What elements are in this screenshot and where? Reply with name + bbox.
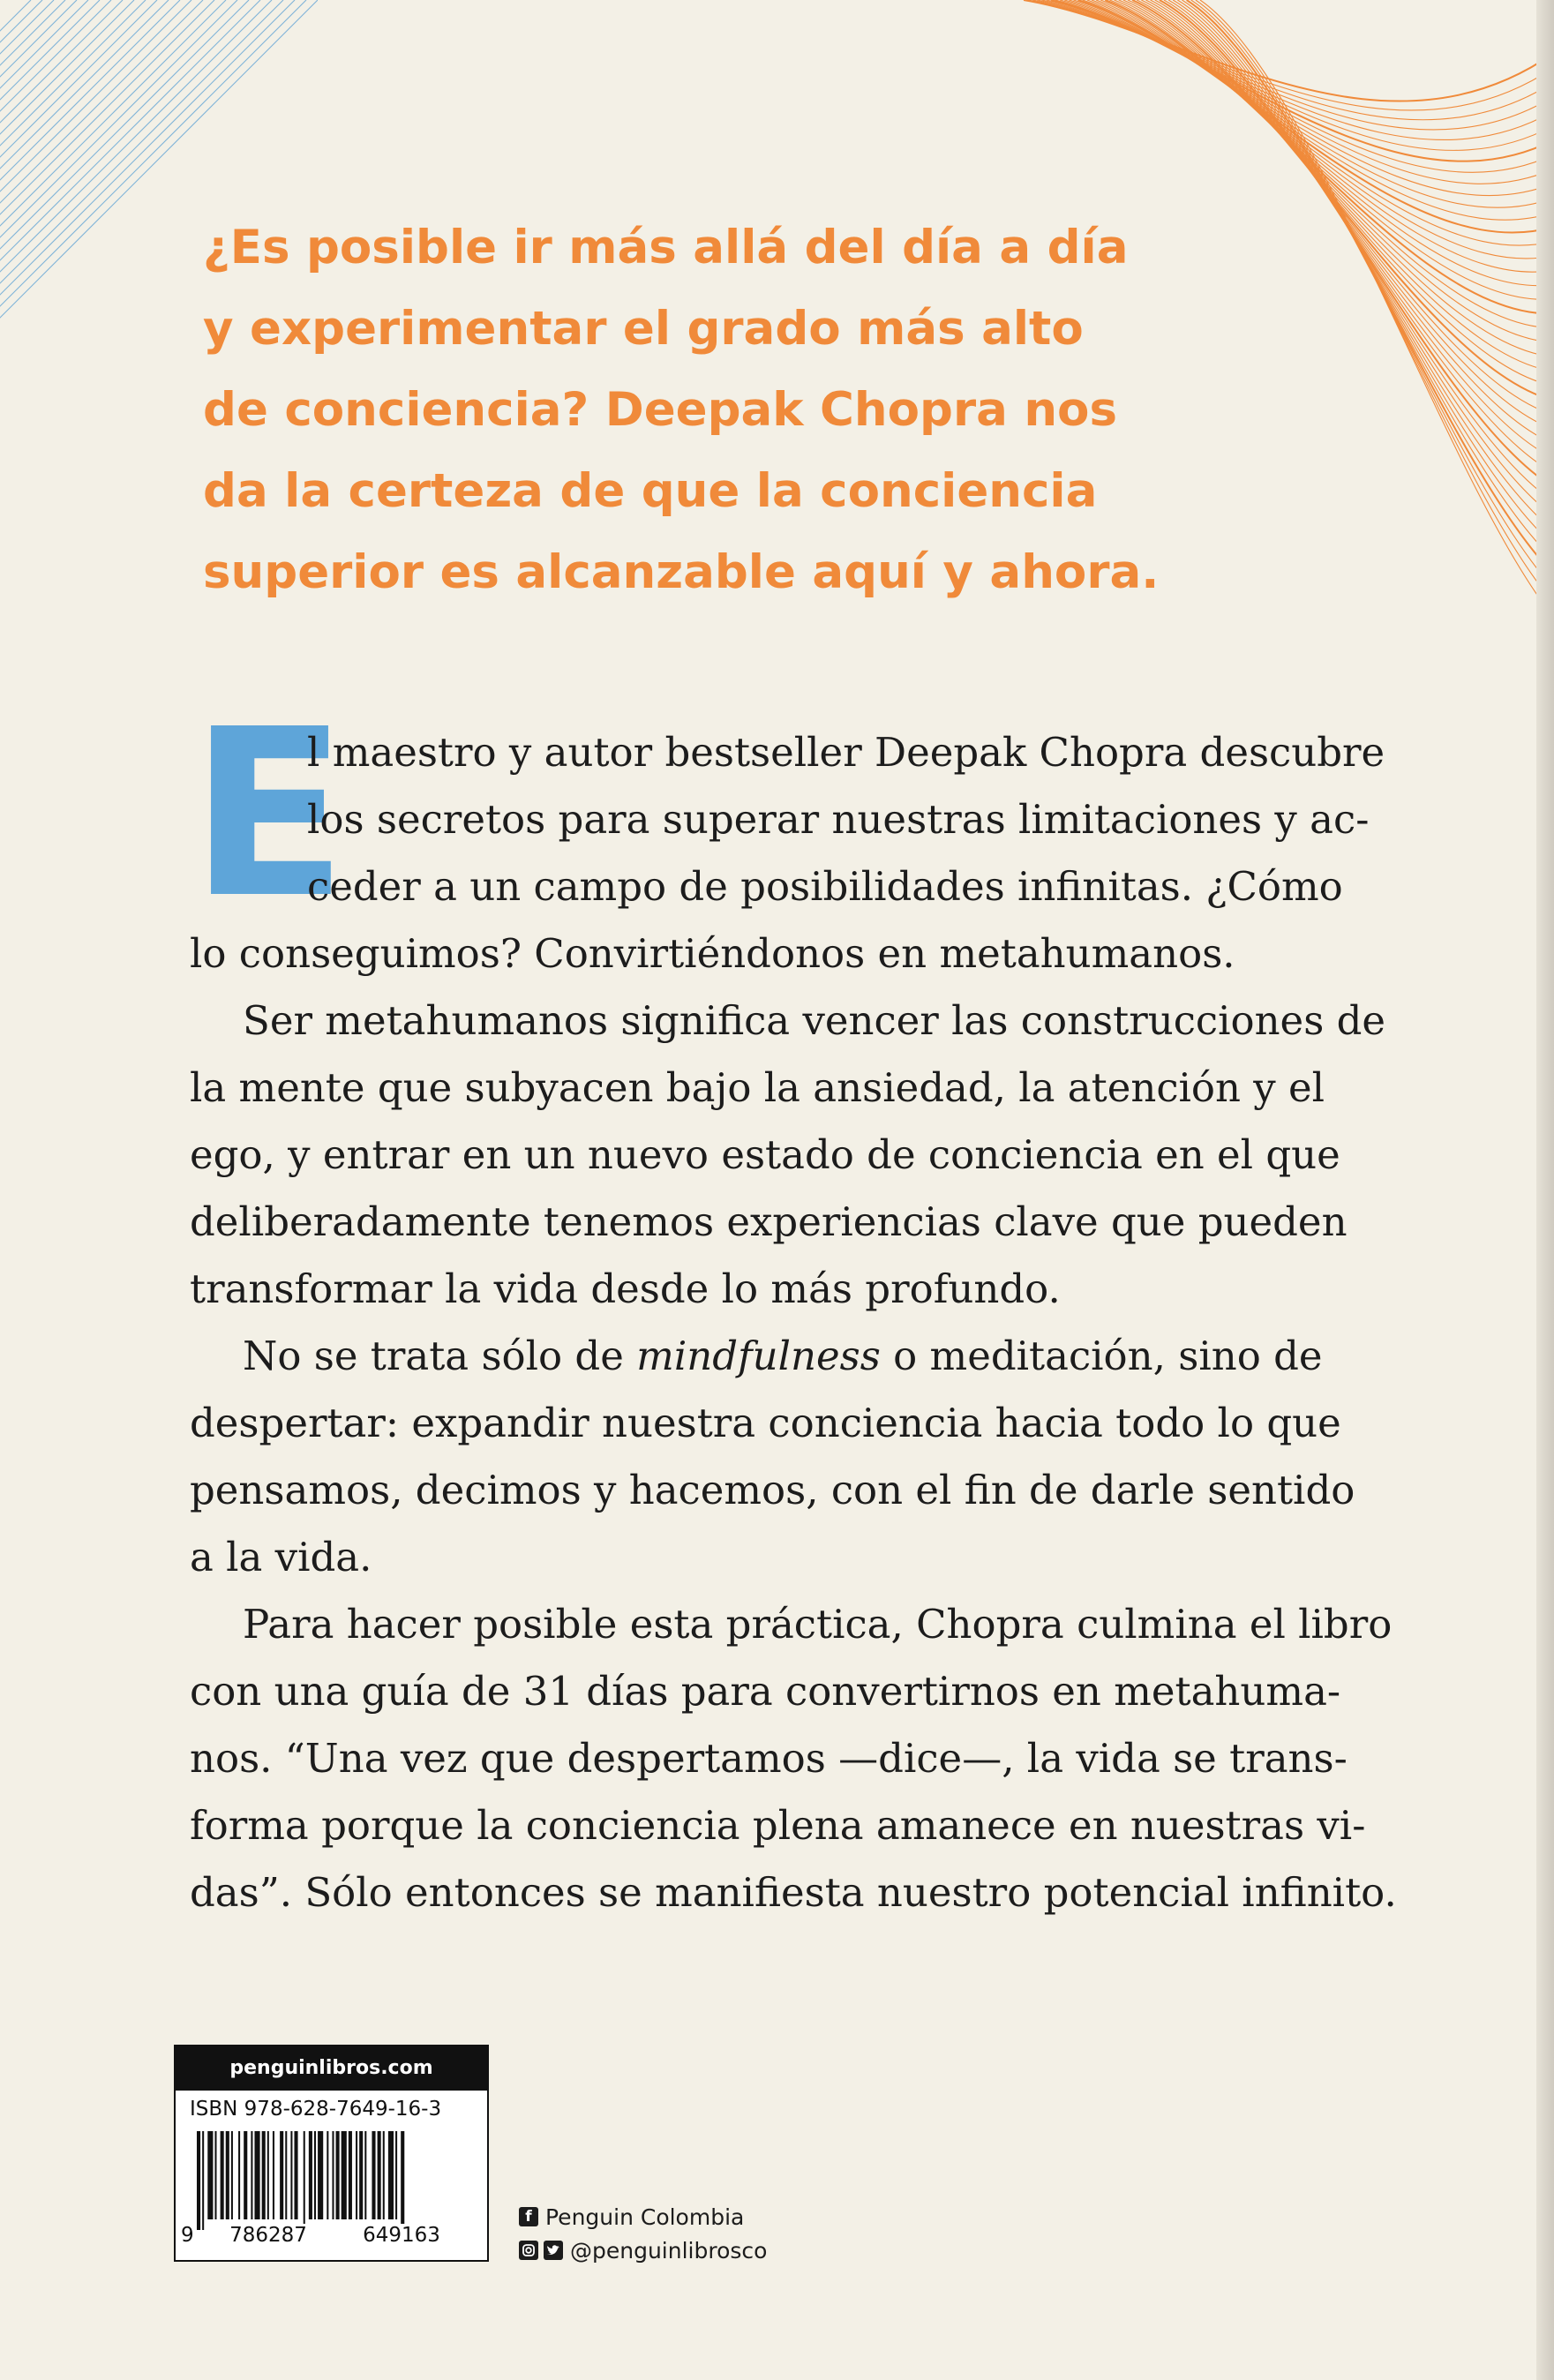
barcode-bar bbox=[332, 2131, 334, 2219]
italic-term: mindfulness bbox=[636, 1333, 881, 1379]
twitter-icon bbox=[544, 2241, 563, 2260]
barcode-bar bbox=[327, 2131, 328, 2219]
decorative-line bbox=[0, 0, 54, 371]
barcode-bar bbox=[244, 2131, 247, 2219]
barcode-bar bbox=[309, 2131, 312, 2219]
text-line: das”. Sólo entonces se manifiesta nuestro potencial infinito. bbox=[190, 1869, 1397, 1916]
barcode-bar bbox=[359, 2131, 363, 2219]
barcode-bar bbox=[356, 2131, 357, 2219]
barcode-bar bbox=[349, 2131, 352, 2219]
barcode-bar bbox=[294, 2131, 297, 2219]
barcode-bar bbox=[401, 2131, 404, 2230]
decorative-line bbox=[0, 0, 31, 371]
barcode-bar bbox=[372, 2131, 375, 2219]
instagram-icon bbox=[519, 2241, 538, 2260]
headline-line: y experimentar el grado más alto bbox=[203, 302, 1084, 356]
barcode-block bbox=[174, 2045, 489, 2262]
drop-cap: E bbox=[190, 679, 348, 949]
text-line bbox=[190, 1323, 1381, 1390]
decorative-line bbox=[0, 0, 111, 371]
barcode-bar bbox=[231, 2131, 233, 2219]
barcode-digits bbox=[176, 2220, 487, 2256]
barcode-bar bbox=[262, 2131, 266, 2219]
headline bbox=[203, 207, 1244, 613]
text-line: nos. “Una vez que despertamos —dice—, la vida se trans- bbox=[190, 1735, 1348, 1782]
barcode-bar bbox=[221, 2131, 224, 2219]
paragraph-1 bbox=[190, 679, 1385, 987]
barcode-bar bbox=[336, 2131, 340, 2219]
headline-line: de conciencia? Deepak Chopra nos bbox=[203, 383, 1118, 437]
text-line: Para hacer posible esta práctica, Chopra culmina el libro bbox=[243, 1601, 1393, 1648]
barcode-bar bbox=[238, 2131, 240, 2219]
barcode-bar bbox=[273, 2131, 274, 2219]
headline-line: superior es alcanzable aquí y ahora. bbox=[203, 545, 1160, 599]
headline-line: da la certeza de que la conciencia bbox=[203, 464, 1098, 518]
decorative-line bbox=[0, 0, 77, 371]
decorative-line bbox=[1069, 0, 1554, 207]
barcode-bar bbox=[267, 2131, 269, 2219]
social-handle: @penguinlibrosco bbox=[570, 2237, 768, 2264]
text-line: l maestro y autor bestseller Deepak Chopra descubre bbox=[307, 729, 1385, 776]
text-line: los secretos para superar nuestras limitaciones y ac- bbox=[307, 796, 1370, 843]
text-line: Ser metahumanos significa vencer las construcciones de bbox=[243, 997, 1386, 1044]
publisher-website: penguinlibros.com bbox=[176, 2046, 487, 2091]
barcode-bar bbox=[202, 2131, 204, 2230]
decorative-line bbox=[0, 0, 169, 371]
facebook-name: Penguin Colombia bbox=[545, 2204, 745, 2230]
barcode-bar bbox=[280, 2131, 283, 2219]
barcode-bar bbox=[207, 2131, 213, 2219]
decorative-line bbox=[0, 0, 123, 371]
barcode-bar bbox=[251, 2131, 252, 2219]
barcode-digits-right: 649163 bbox=[340, 2224, 463, 2247]
barcode-bar bbox=[254, 2131, 259, 2219]
isbn-label: ISBN 978-628-7649-16-3 bbox=[190, 2098, 442, 2121]
barcode-bar bbox=[318, 2131, 323, 2219]
synopsis bbox=[190, 679, 1397, 1926]
text-line: la mente que subyacen bajo la ansiedad, la atención y el bbox=[190, 1064, 1325, 1111]
barcode-bar bbox=[388, 2131, 394, 2219]
text-line: lo conseguimos? Convirtiéndonos en metahumanos. bbox=[190, 930, 1235, 977]
facebook-icon: f bbox=[519, 2207, 538, 2226]
text-line: con una guía de 31 días para convertirnos en metahuma- bbox=[190, 1668, 1341, 1715]
barcode-bar bbox=[304, 2131, 305, 2230]
barcode-bar bbox=[383, 2131, 385, 2219]
barcode-bar bbox=[395, 2131, 397, 2219]
handle-row bbox=[519, 2234, 767, 2267]
decorative-line bbox=[0, 0, 237, 371]
decorative-line bbox=[0, 0, 100, 371]
barcode-bar bbox=[226, 2131, 229, 2219]
text-segment: No se trata sólo de bbox=[243, 1333, 637, 1379]
text-line: transformar la vida desde lo más profundo. bbox=[190, 1265, 1061, 1312]
barcode-bar bbox=[285, 2131, 287, 2219]
paragraph-2 bbox=[190, 987, 1386, 1323]
social-links bbox=[519, 2200, 767, 2267]
barcode-bar bbox=[364, 2131, 366, 2219]
text-line: ego, y entrar en un nuevo estado de conciencia en el que bbox=[190, 1131, 1340, 1178]
barcode-bar bbox=[314, 2131, 316, 2219]
barcode-bar bbox=[214, 2131, 216, 2219]
text-line: despertar: expandir nuestra conciencia hacia todo lo que bbox=[190, 1400, 1341, 1446]
text-line: pensamos, decimos y hacemos, con el fin de darle sentido bbox=[190, 1467, 1355, 1513]
barcode-bar bbox=[197, 2131, 200, 2230]
text-line: a la vida. bbox=[190, 1534, 372, 1580]
headline-line: ¿Es posible ir más allá del día a día bbox=[203, 221, 1129, 274]
barcode-bar bbox=[342, 2131, 347, 2219]
facebook-row bbox=[519, 2200, 767, 2234]
text-line: forma porque la conciencia plena amanece en nuestras vi- bbox=[190, 1802, 1366, 1849]
barcode-bars bbox=[188, 2131, 475, 2230]
page-edge bbox=[1536, 0, 1554, 2380]
barcode-bar bbox=[290, 2131, 292, 2219]
paragraph-3 bbox=[190, 1323, 1381, 1591]
barcode-digit-prefix: 9 bbox=[181, 2224, 194, 2247]
text-line: deliberadamente tenemos experiencias clave que pueden bbox=[190, 1198, 1348, 1245]
text-line: ceder a un campo de posibilidades infinitas. ¿Cómo bbox=[307, 863, 1343, 910]
barcode-bar bbox=[378, 2131, 381, 2219]
barcode-digits-left: 786287 bbox=[207, 2224, 329, 2247]
paragraph-4 bbox=[190, 1591, 1397, 1926]
text-segment: o meditación, sino de bbox=[880, 1333, 1323, 1379]
